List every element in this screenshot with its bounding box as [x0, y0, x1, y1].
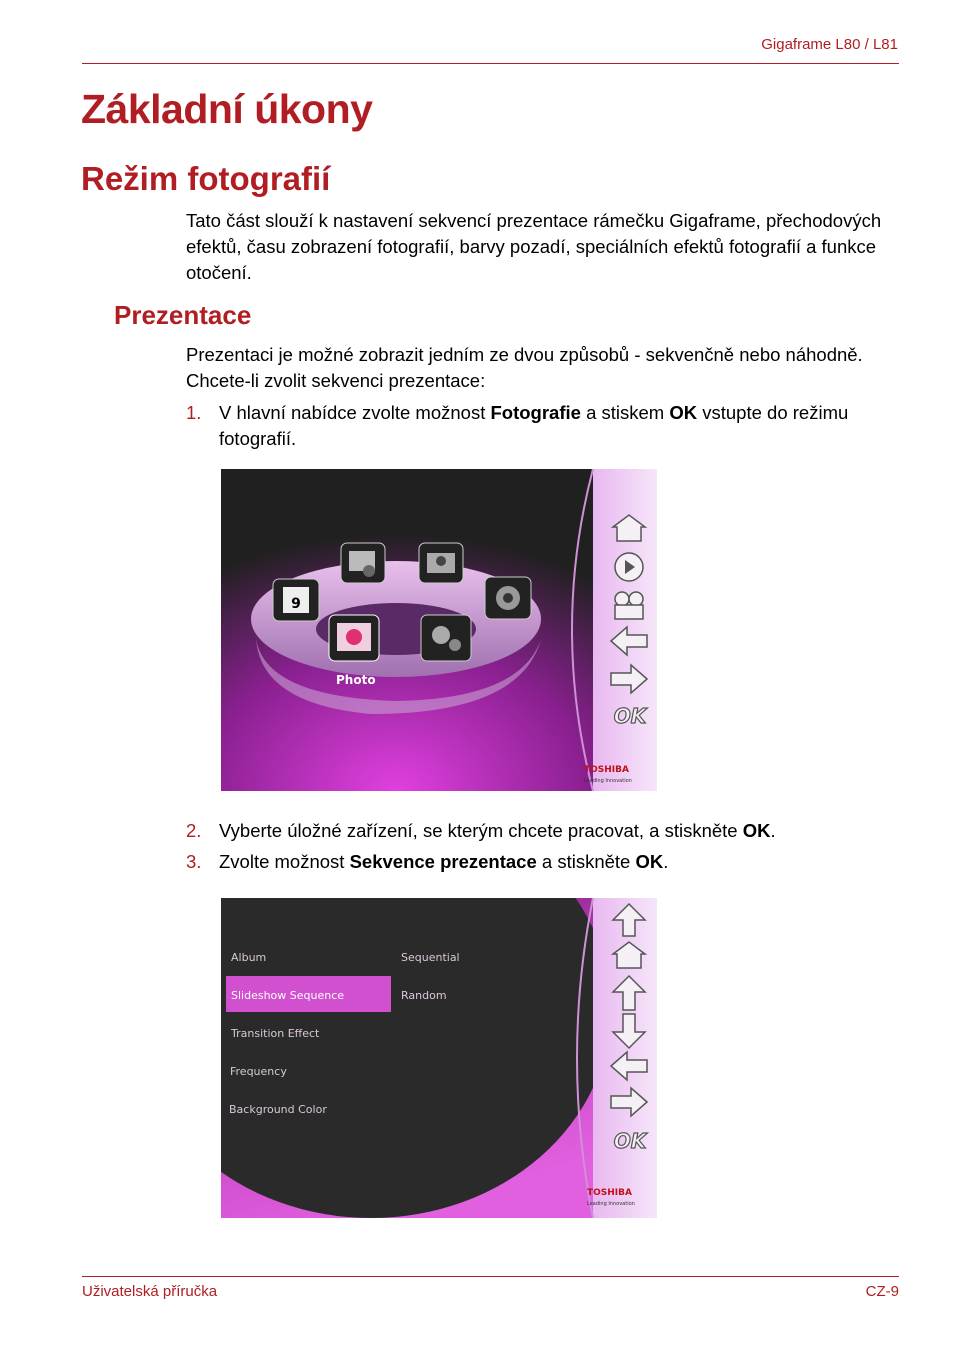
footer-rule [82, 1276, 899, 1277]
arrow-down-icon[interactable] [611, 1012, 647, 1050]
arrow-up-icon[interactable] [611, 974, 647, 1012]
menu-item-transition-effect[interactable]: Transition Effect [231, 1027, 320, 1040]
ok-text: OK [613, 1129, 647, 1153]
step-2 [186, 818, 902, 844]
brand-tagline: Leading Innovation [587, 1201, 635, 1207]
photo-icon[interactable] [327, 613, 381, 663]
selected-item-label: Photo [336, 673, 376, 687]
step-number: 2. [186, 820, 202, 841]
header-rule [82, 63, 899, 64]
play-icon[interactable] [611, 551, 647, 583]
calendar-icon[interactable] [271, 577, 321, 623]
music-photo-icon[interactable] [339, 541, 387, 585]
arrow-right-icon[interactable] [609, 1086, 649, 1118]
speaker-icon[interactable] [483, 575, 533, 621]
section-title: Režim fotografií [81, 160, 331, 197]
home-icon[interactable] [609, 513, 649, 543]
step-text: Zvolte možnost Sekvence prezentace a stiskněte OK. [219, 851, 669, 872]
menu-item-frequency[interactable]: Frequency [230, 1065, 287, 1078]
video-icon[interactable] [611, 589, 647, 621]
body-paragraph: Prezentaci je možné zobrazit jedním ze dvou způsobů - sekvenčně nebo náhodně. Chcete-li zvolit sekvenci prezentace: [186, 344, 863, 391]
screenshot-main-menu [221, 469, 657, 791]
running-header: Gigaframe L80 / L81 [761, 36, 898, 53]
settings-icon[interactable] [419, 613, 473, 663]
option-random[interactable]: Random [401, 989, 447, 1002]
brand-tagline: Leading Innovation [584, 778, 632, 784]
step-number: 3. [186, 851, 202, 872]
arrow-up-back-icon[interactable] [611, 902, 647, 938]
chapter-title: Základní úkony [81, 86, 373, 132]
subsection-title: Prezentace [114, 300, 252, 330]
ok-icon[interactable] [607, 1126, 653, 1154]
brand-logo: TOSHIBA [587, 1188, 632, 1198]
footer-manual-name: Uživatelská příručka [82, 1283, 218, 1300]
step-text: Vyberte úložné zařízení, se kterým chcete pracovat, a stiskněte OK. [219, 820, 776, 841]
brand-logo: TOSHIBA [584, 765, 629, 775]
svg-text:9: 9 [291, 596, 301, 612]
screenshot-settings-menu [221, 898, 657, 1218]
option-sequential[interactable]: Sequential [401, 951, 460, 964]
step-1 [186, 400, 902, 452]
ok-text: OK [613, 704, 647, 728]
home-icon[interactable] [609, 940, 649, 970]
step-text: V hlavní nabídce zvolte možnost Fotografie a stiskem OK vstupte do režimu fotografií. [219, 402, 849, 449]
page-number: CZ-9 [865, 1283, 899, 1300]
arrow-right-icon[interactable] [609, 663, 649, 695]
menu-item-album[interactable]: Album [231, 951, 267, 964]
menu-item-background-color[interactable]: Background Color [229, 1103, 327, 1116]
arrow-left-icon[interactable] [609, 625, 649, 657]
movie-icon[interactable] [417, 541, 465, 585]
step-number: 1. [186, 402, 202, 423]
ok-icon[interactable] [607, 701, 653, 729]
step-3 [186, 849, 902, 875]
menu-item-slideshow-sequence[interactable]: Slideshow Sequence [231, 989, 345, 1002]
intro-paragraph: Tato část slouží k nastavení sekvencí prezentace rámečku Gigaframe, přechodových efektů, času zobrazení fotografií, barvy pozadí, speciálních efektů fotografií a funkce otočení. [186, 210, 882, 283]
arrow-left-icon[interactable] [609, 1050, 649, 1082]
